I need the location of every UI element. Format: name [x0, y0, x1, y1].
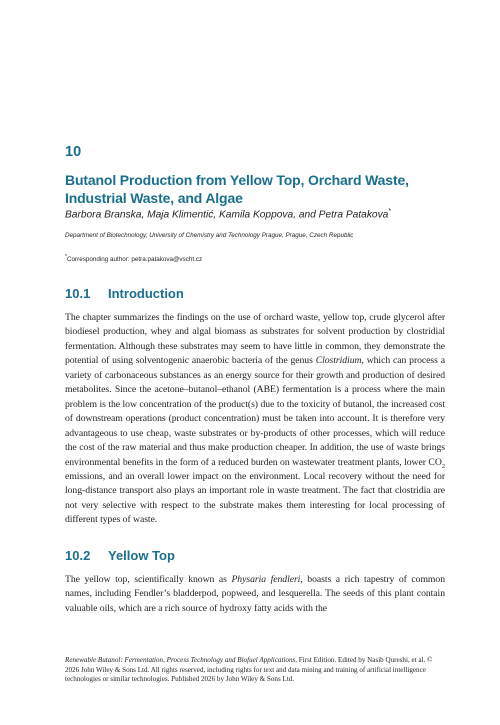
authors-text: Barbora Branska, Maja Klimentić, Kamila Koppova, and Petra Patakova — [65, 209, 389, 221]
paragraph-text: The yellow top, scientifically known as — [65, 574, 232, 585]
book-title: Renewable Butanol: Fermentation, Process Technology and Biofuel Applications — [65, 656, 296, 664]
species-name: Physaria fendleri — [231, 574, 301, 585]
paragraph-text: emissions, and an overall lower impact on the environment. Local recovery without the need for long-distance transport also plays an important role in waste treatment. The fact that clostridia are not very selective with respect to the substrate makes them interesting for local processing of different types of waste. — [65, 470, 445, 526]
section-heading-introduction — [65, 286, 184, 301]
introduction-paragraph — [65, 311, 445, 528]
copyright-text: , First Edition. Edited by Nasib Qureshi, et al. © 2026 John Wiley & Sons Ltd. All rights reserved, including rights for text and data mining and training of artificial intelligence technologies or similar technologies. Published 2026 by John Wiley & Sons Ltd. — [65, 656, 433, 684]
yellow-top-paragraph — [65, 573, 445, 616]
chapter-title: Butanol Production from Yellow Top, Orchard Waste, Industrial Waste, and Algae — [65, 172, 409, 206]
corresponding-author-note — [65, 254, 445, 263]
section-title: Yellow Top — [108, 548, 175, 563]
paragraph-text: , which can process a variety of carbonaceous substances as an energy source for their growth and production of desired metabolites. Since the acetone–butanol–ethanol (ABE) fermentation is a process where the main problem is the low concentration of the product(s) due to the toxicity of butanol, the increased cost of downstream operations (product concentration) must be taken into account. It is therefore very advantageous to use cheap, waste substrates or by-products of other processes, which will reduce the cost of the raw material and thus make production cheaper. In addition, the use of waste brings environmental benefits in the form of a reduced burden on wastewater treatment plants, lower CO — [65, 355, 445, 468]
author-affiliation: Department of Biotechnology, University of Chemistry and Technology Prague, Prague, Czech Republic — [65, 232, 354, 239]
paragraph-text: The chapter summarizes the findings on the use of orchard waste, yellow top, crude glycerol after biodiesel production, whey and algal biomass as substrates for solvent production by clostridial fermentation. Although these substrates may seem to have little in common, they demonstrate the potential of using solventogenic anaerobic bacteria of the genus — [65, 312, 445, 367]
corresponding-author-text: Corresponding author: petra.patakova@vscht.cz — [66, 256, 203, 264]
chapter-number: 10 — [65, 144, 82, 160]
section-number: 10.1 — [65, 286, 91, 301]
section-title: Introduction — [108, 286, 184, 301]
paragraph-text: , boasts a rich tapestry of common names, including Fendler’s bladderpod, popweed, and lesquerella. The seeds of this plant contain valuable oils, which are a rich source of hydroxy fatty acids with the — [65, 574, 445, 614]
corresponding-note-mark: * — [65, 254, 67, 260]
section-heading-yellow-top — [65, 548, 175, 563]
chapter-authors — [65, 208, 445, 220]
genus-name: Clostridium — [315, 355, 362, 367]
copyright-footer — [65, 656, 445, 685]
subscript: 2 — [441, 462, 445, 470]
corresponding-author-mark: * — [388, 208, 392, 215]
section-number: 10.2 — [65, 548, 91, 563]
